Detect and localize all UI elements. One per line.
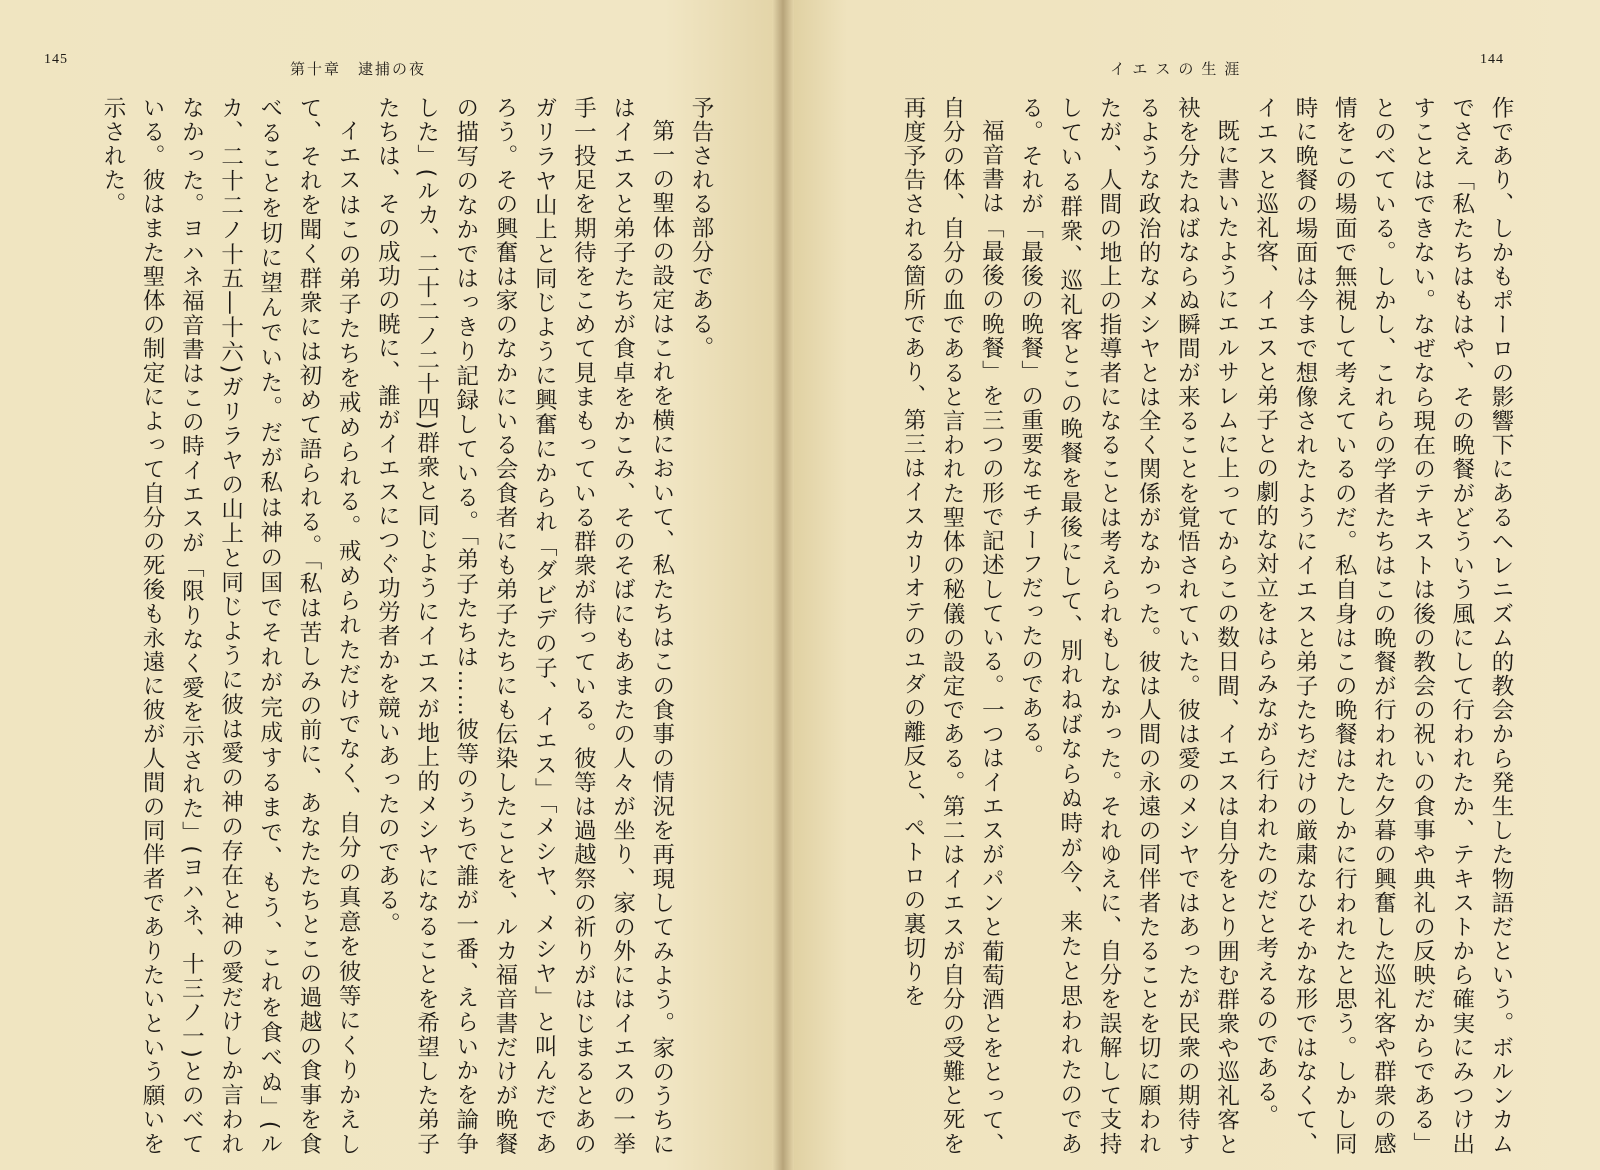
left-page-body xyxy=(30,96,720,1156)
right-paragraph-1: 作であり、しかもポーロの影響下にあるヘレニズム的教会から発生した物語だという。ボルンカムでさえ「私たちはもはや、その晩餐がどういう風にして行われたか、テキストから確実にみつけ出すことはできない。なぜなら現在のテキストは後の教会の祝いの食事や典礼の反映だからである」とのべている。しかし、これらの学者たちはこの晩餐が行われた夕暮の興奮した巡礼客や群衆の感情をこの場面で無視して考えているのだ。私自身はこの晩餐はたしかに行われたと思う。しかし同時に晩餐の場面は今まで想像されたようにイエスと弟子たちだけの厳粛なひそかな形ではなくて、イエスと巡礼客、イエスと弟子との劇的な対立をはらみながら行われたのだと考えるのである。 xyxy=(1252,96,1514,1156)
book-gutter xyxy=(772,0,794,1170)
right-paragraph-3: 福音書は「最後の晩餐」を三つの形で記述している。一つはイエスがパンと葡萄酒とをとって、自分の体、自分の血であると言われた聖体の秘儀の設定である。第二はイエスが自分の受難と死を再度予告される箇所であり、第三はイスカリオテのユダの離反と、ペトロの裏切りを xyxy=(899,96,1005,1156)
right-running-head: イエスの生涯 xyxy=(1110,60,1248,78)
left-paragraph-1: 予告される部分である。 xyxy=(688,96,714,360)
left-page-number: 145 xyxy=(44,52,68,67)
left-running-head: 第十章 逮捕の夜 xyxy=(290,60,427,78)
right-paragraph-2: 既に書いたようにエルサレムに上ってからこの数日間、イエスは自分をとり囲む群衆や巡礼客と袂を分たねばならぬ瞬間が来ることを覚悟されていた。彼は愛のメシヤではあったが民衆の期待するような政治的なメシヤとは全く関係がなかった。彼は人間の永遠の同伴者たることを切に願われたが、人間の地上の指導者になることは考えられもしなかった。それゆえに、自分を誤解して支持している群衆、巡礼客とこの晩餐を最後にして、別れねばならぬ時が今、来たと思われたのである。それが「最後の晩餐」の重要なモチーフだったのである。 xyxy=(1017,96,1240,1156)
left-paragraph-3: イエスはこの弟子たちを戒められる。戒められただけでなく、自分の真意を彼等にくりかえして、それを聞く群衆には初めて語られる。「私は苦しみの前に、あなたたちとこの過越の食事を食べることを切に望んでいた。だが私は神の国でそれが完成するまで、もう、これを食べぬ」(ルカ、二十二ノ十五―十六)ガリラヤの山上と同じように彼は愛の神の存在と神の愛だけしか言われなかった。ヨハネ福音書はこの時イエスが「限りなく愛を示された」(ヨハネ、十三ノ一)とのべている。彼はまた聖体の制定によって自分の死後も永遠に彼が人間の同伴者でありたいという願いを示された。 xyxy=(99,96,362,1156)
left-paragraph-2: 第一の聖体の設定はこれを横において、私たちはこの食事の情況を再現してみよう。家のうちにはイエスと弟子たちが食卓をかこみ、そのそばにもあまたの人々が坐り、家の外にはイエスの一挙手一投足を期待をこめて見まもっている群衆が待っている。彼等は過越祭の祈りがはじまるとあのガリラヤ山上と同じように興奮にかられ「ダビデの子、イエス」「メシヤ、メシヤ」と叫んだであろう。その興奮は家のなかにいる会食者にも弟子たちにも伝染したことを、ルカ福音書だけが晩餐の描写のなかではっきり記録している。「弟子たちは……彼等のうちで誰が一番、えらいかを論争した」(ルカ、二十二ノ二十四)群衆と同じようにイエスが地上的メシヤになることを希望した弟子たちは、その成功の暁に、誰がイエスにつぐ功労者かを競いあったのである。 xyxy=(374,96,675,1156)
right-page-number: 144 xyxy=(1480,52,1504,67)
right-page-body xyxy=(820,96,1520,1156)
